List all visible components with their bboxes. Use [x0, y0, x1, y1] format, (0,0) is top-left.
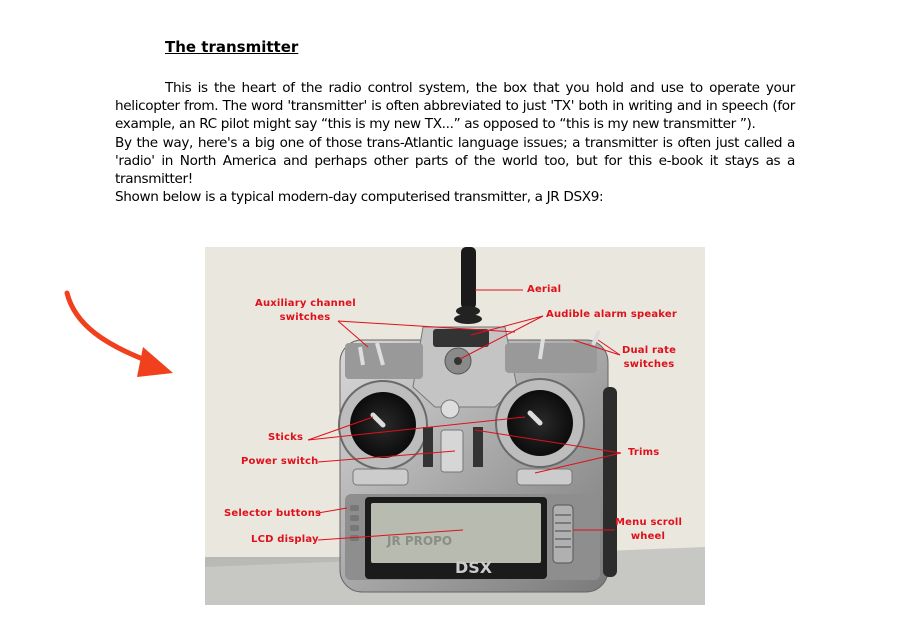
section-title: The transmitter — [165, 38, 299, 56]
label-menu-scroll-wheel — [615, 516, 681, 544]
label-dual-rate-switches — [619, 344, 679, 372]
label-sticks: Sticks — [268, 432, 304, 443]
svg-text:DSX: DSX — [455, 558, 493, 577]
label-auxiliary-channel-switches — [255, 297, 355, 325]
label-selector-buttons: Selector buttons — [224, 508, 322, 519]
paragraph: Shown below is a typical modern-day computerised transmitter, a JR DSX9: — [115, 189, 604, 206]
label-audible-alarm-speaker: Audible alarm speaker — [546, 309, 677, 320]
body-text — [115, 79, 795, 206]
label-lcd-display: LCD display — [251, 534, 319, 545]
label-power-switch: Power switch — [241, 456, 319, 467]
label-trims: Trims — [628, 447, 660, 458]
svg-text:JR PROPO: JR PROPO — [387, 534, 453, 548]
red-arrow-icon — [55, 285, 185, 385]
label-line: Dual rate — [621, 345, 677, 356]
transmitter-photo — [205, 247, 705, 605]
label-line: wheel — [630, 531, 666, 542]
paragraph: By the way, here's a big one of those trans-Atlantic language issues; a transmitter is often just called a 'radio' in North America and perhaps other parts of the world too, but for this e-book it stays as a transmitter! — [115, 134, 795, 188]
label-aerial: Aerial — [527, 284, 562, 295]
label-line: Auxiliary channel — [255, 298, 356, 309]
paragraph: This is the heart of the radio control system, the box that you hold and use to operate your helicopter from. The word 'transmitter' is often abbreviated to just 'TX' both in writing and in speech (for example, an RC pilot might say “this is my new TX...” as opposed to “this is my new transmitter ”). — [115, 80, 795, 133]
label-line: switches — [623, 359, 675, 370]
label-line: Menu scroll — [615, 517, 683, 528]
label-line: switches — [279, 312, 331, 323]
